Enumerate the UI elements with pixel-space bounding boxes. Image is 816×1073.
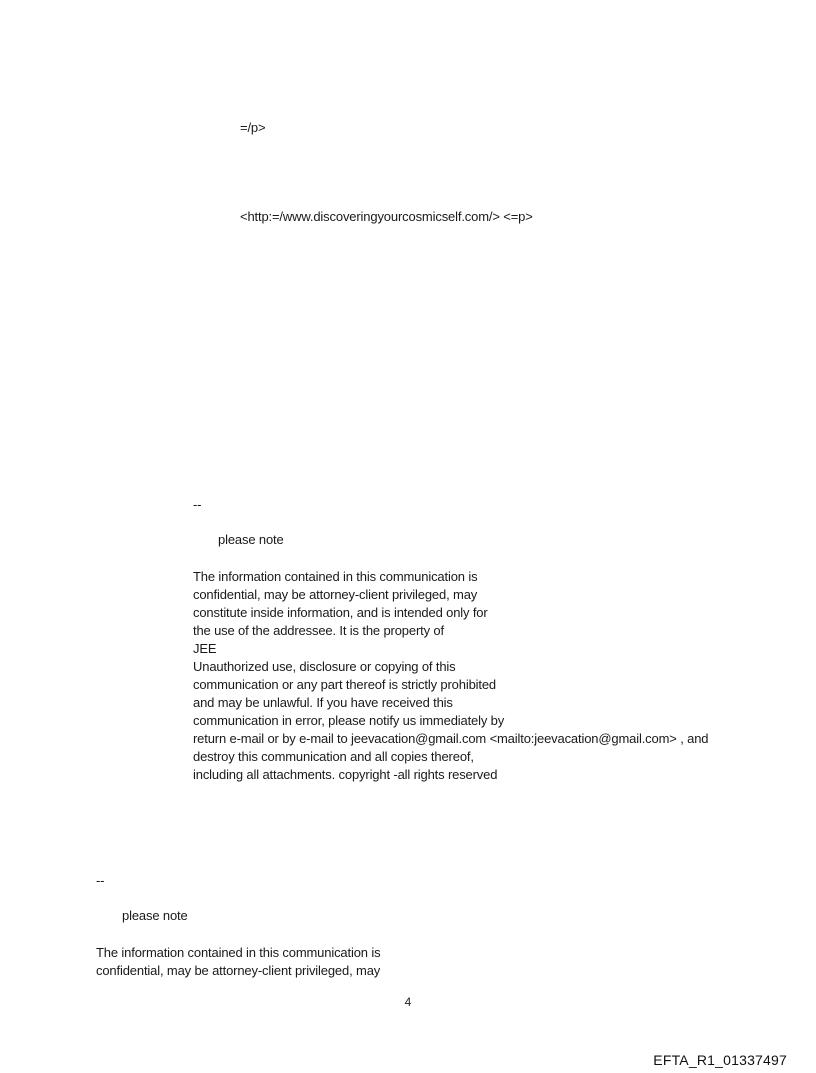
disclaimer-line: The information contained in this communication is [96, 945, 381, 960]
signature-separator: -- [193, 497, 202, 512]
email-html-fragment: =/p> [240, 120, 266, 135]
please-note-label: please note [122, 908, 188, 923]
disclaimer-line: the use of the addressee. It is the property of [193, 623, 444, 638]
disclaimer-line: return e-mail or by e-mail to jeevacation@gmail.com <mailto:jeevacation@gmail.com> , and [193, 731, 709, 746]
page-number: 4 [404, 995, 412, 1009]
disclaimer-paragraph-full [193, 568, 708, 784]
disclaimer-line: communication or any part thereof is strictly prohibited [193, 677, 497, 692]
disclaimer-line: including all attachments. copyright -all rights reserved [193, 767, 498, 782]
disclaimer-line: Unauthorized use, disclosure or copying of this [193, 659, 456, 674]
disclaimer-paragraph-partial [96, 944, 380, 980]
email-url-fragment: <http:=/www.discoveringyourcosmicself.com/> <=p> [240, 209, 533, 224]
signature-separator: -- [96, 873, 105, 888]
disclaimer-line: destroy this communication and all copies thereof, [193, 749, 474, 764]
bates-number: EFTA_R1_01337497 [653, 1052, 787, 1068]
disclaimer-line: confidential, may be attorney-client privileged, may [193, 587, 478, 602]
disclaimer-line: The information contained in this communication is [193, 569, 478, 584]
disclaimer-line: confidential, may be attorney-client privileged, may [96, 963, 381, 978]
please-note-label: please note [218, 532, 284, 547]
disclaimer-line: constitute inside information, and is intended only for [193, 605, 488, 620]
disclaimer-line: JEE [193, 641, 217, 656]
disclaimer-line: and may be unlawful. If you have received this [193, 695, 453, 710]
disclaimer-line: communication in error, please notify us immediately by [193, 713, 505, 728]
